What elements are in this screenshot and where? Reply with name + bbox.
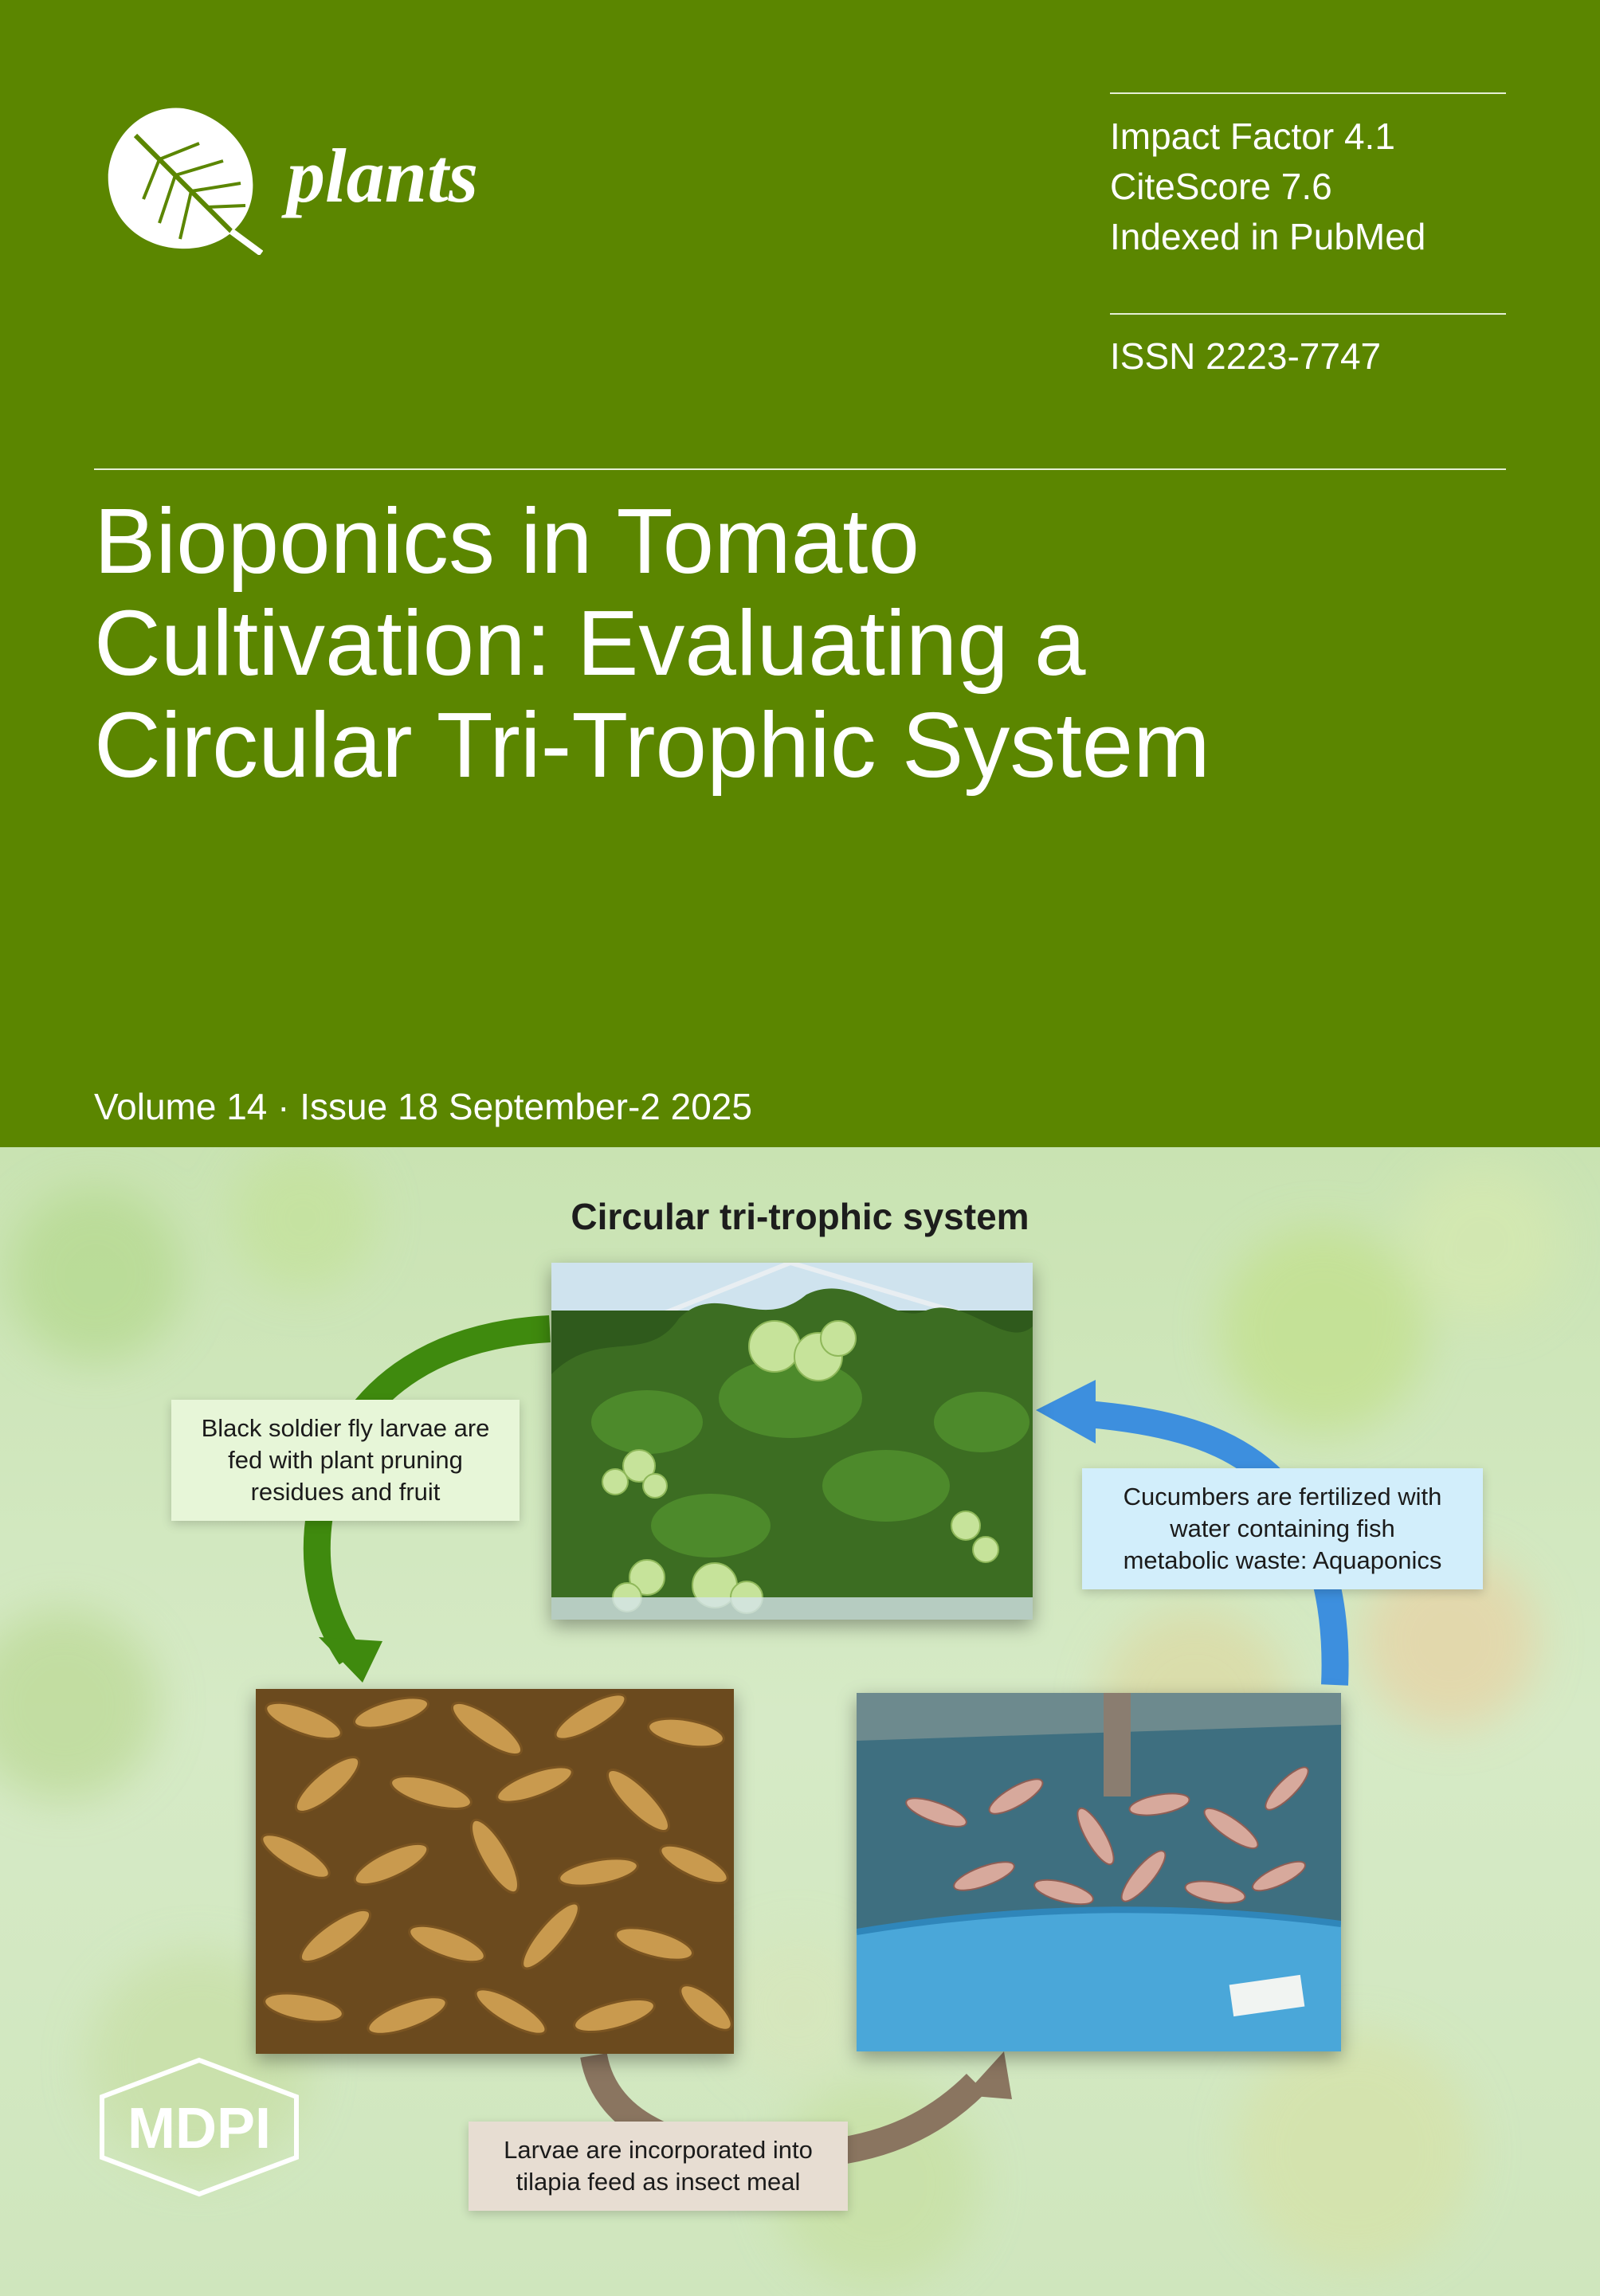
leaf-logo-icon [104,104,263,255]
black-soldier-fly-larvae-photo [256,1689,734,2054]
caption-aquaponics-line-3: metabolic waste: Aquaponics [1123,1546,1442,1574]
caption-insect-meal-line-2: tilapia feed as insect meal [516,2168,801,2196]
caption-insect-meal [469,2122,848,2211]
issn: ISSN 2223-7747 [1110,335,1382,377]
cover-header [0,0,1600,1147]
caption-aquaponics [1082,1468,1483,1589]
title-line-3: Circular Tri-Trophic System [94,693,1210,797]
caption-larvae-feeding-line-2: fed with plant pruning [228,1446,463,1474]
metrics-top-rule [1110,92,1506,94]
tilapia-tank-photo [857,1693,1341,2051]
green-arrow-head [319,1637,382,1683]
mdpi-logo-text: MDPI [127,2097,271,2161]
blue-arrow-head [1036,1380,1096,1444]
caption-larvae-feeding-line-3: residues and fruit [250,1478,441,1506]
title-rule [94,468,1506,470]
impact-factor: Impact Factor 4.1 [1110,116,1395,157]
caption-aquaponics-line-2: water containing fish [1170,1514,1395,1542]
caption-larvae-feeding [171,1400,520,1521]
caption-aquaponics-line-1: Cucumbers are fertilized with [1123,1483,1442,1510]
journal-name: plants [287,133,479,218]
journal-metrics [1110,112,1425,262]
article-title [94,490,1449,796]
tomato-plant-photo [551,1263,1033,1620]
figure-title: Circular tri-trophic system [571,1196,1029,1237]
title-line-2: Cultivation: Evaluating a [94,591,1086,695]
caption-insect-meal-line-1: Larvae are incorporated into [504,2136,813,2164]
citescore: CiteScore 7.6 [1110,166,1332,207]
title-line-1: Bioponics in Tomato [94,489,920,593]
indexing: Indexed in PubMed [1110,216,1426,257]
brown-arrow-head [964,2051,1012,2099]
volume-issue: Volume 14 · Issue 18 September-2 2025 [94,1086,752,1127]
metrics-bottom-rule [1110,313,1506,315]
mdpi-logo [88,2055,311,2199]
caption-larvae-feeding-line-1: Black soldier fly larvae are [201,1414,490,1442]
